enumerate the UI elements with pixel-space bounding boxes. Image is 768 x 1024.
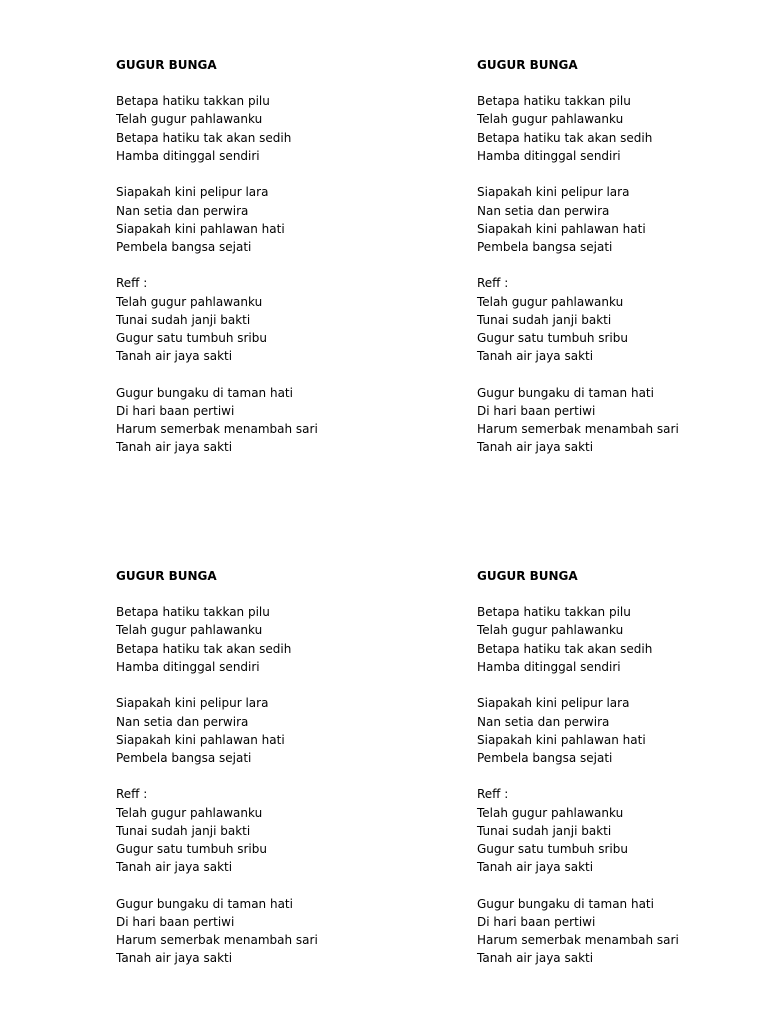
lyric-line: Siapakah kini pelipur lara <box>477 185 630 200</box>
lyric-line: Tunai sudah janji bakti <box>477 823 612 838</box>
stanza-4 <box>477 384 768 457</box>
lyric-line: Tanah air jaya sakti <box>477 440 594 455</box>
lyric-line: Siapakah kini pelipur lara <box>477 696 630 711</box>
lyric-line: Gugur satu tumbuh sribu <box>477 330 628 345</box>
lyric-line: Gugur bungaku di taman hati <box>116 896 293 911</box>
lyric-line: Gugur bungaku di taman hati <box>477 896 654 911</box>
stanza-2 <box>477 694 768 767</box>
lyric-line: Tanah air jaya sakti <box>477 349 594 364</box>
lyric-line: Betapa hatiku takkan pilu <box>116 605 270 620</box>
reff-label: Reff : <box>477 787 509 802</box>
lyric-line: Tunai sudah janji bakti <box>477 312 612 327</box>
lyric-line: Hamba ditinggal sendiri <box>116 659 260 674</box>
lyric-line: Tanah air jaya sakti <box>116 440 233 455</box>
lyric-line: Gugur satu tumbuh sribu <box>116 841 267 856</box>
lyric-line: Harum semerbak menambah sari <box>116 933 318 947</box>
stanza-reff <box>477 785 768 876</box>
lyric-line: Di hari baan pertiwi <box>477 403 596 418</box>
lyric-line: Betapa hatiku tak akan sedih <box>116 130 292 145</box>
lyric-line: Siapakah kini pahlawan hati <box>116 221 285 236</box>
lyric-line: Nan setia dan perwira <box>477 203 610 218</box>
lyric-line: Harum semerbak menambah sari <box>116 422 318 436</box>
lyric-block-top-left <box>116 56 416 456</box>
reff-label: Reff : <box>477 276 509 291</box>
stanza-4 <box>116 384 416 457</box>
lyric-line: Harum semerbak menambah sari <box>477 933 679 947</box>
lyric-line: Tunai sudah janji bakti <box>116 823 251 838</box>
stanza-1 <box>116 603 416 676</box>
stanza-reff <box>116 785 416 876</box>
lyric-line: Telah gugur pahlawanku <box>116 112 263 127</box>
song-title: GUGUR BUNGA <box>477 58 578 72</box>
lyric-block-bottom-right <box>477 567 768 967</box>
lyric-line: Siapakah kini pelipur lara <box>116 185 269 200</box>
lyric-line: Betapa hatiku tak akan sedih <box>477 130 653 145</box>
lyric-line: Betapa hatiku takkan pilu <box>477 94 631 109</box>
lyric-line: Pembela bangsa sejati <box>477 750 613 765</box>
lyric-line: Pembela bangsa sejati <box>116 750 252 765</box>
stanza-1 <box>477 92 768 165</box>
lyric-line: Siapakah kini pahlawan hati <box>477 732 646 747</box>
lyric-line: Betapa hatiku takkan pilu <box>477 605 631 620</box>
stanza-2 <box>477 183 768 256</box>
stanza-4 <box>477 895 768 968</box>
lyric-line: Siapakah kini pahlawan hati <box>477 221 646 236</box>
lyric-line: Di hari baan pertiwi <box>116 403 235 418</box>
lyric-line: Pembela bangsa sejati <box>477 239 613 254</box>
song-title: GUGUR BUNGA <box>116 569 217 583</box>
lyric-line: Hamba ditinggal sendiri <box>477 148 621 163</box>
stanza-2 <box>116 694 416 767</box>
lyric-line: Hamba ditinggal sendiri <box>477 659 621 674</box>
stanza-1 <box>116 92 416 165</box>
lyric-line: Harum semerbak menambah sari <box>477 422 679 436</box>
lyric-line: Gugur satu tumbuh sribu <box>477 841 628 856</box>
lyric-line: Di hari baan pertiwi <box>116 914 235 929</box>
lyric-line: Telah gugur pahlawanku <box>116 805 263 820</box>
reff-label: Reff : <box>116 787 148 802</box>
lyric-line: Telah gugur pahlawanku <box>116 294 263 309</box>
stanza-reff <box>477 274 768 365</box>
lyric-line: Nan setia dan perwira <box>116 203 249 218</box>
lyric-line: Tanah air jaya sakti <box>477 860 594 875</box>
lyric-line: Telah gugur pahlawanku <box>116 623 263 638</box>
lyric-line: Betapa hatiku tak akan sedih <box>116 641 292 656</box>
lyric-line: Gugur bungaku di taman hati <box>116 385 293 400</box>
lyric-line: Tanah air jaya sakti <box>116 349 233 364</box>
lyric-line: Gugur satu tumbuh sribu <box>116 330 267 345</box>
lyric-line: Pembela bangsa sejati <box>116 239 252 254</box>
lyric-line: Telah gugur pahlawanku <box>477 294 624 309</box>
stanza-4 <box>116 895 416 968</box>
lyric-line: Telah gugur pahlawanku <box>477 112 624 127</box>
stanza-2 <box>116 183 416 256</box>
lyric-line: Betapa hatiku takkan pilu <box>116 94 270 109</box>
lyric-line: Nan setia dan perwira <box>477 714 610 729</box>
lyric-line: Tanah air jaya sakti <box>116 860 233 875</box>
stanza-reff <box>116 274 416 365</box>
lyric-line: Tunai sudah janji bakti <box>116 312 251 327</box>
stanza-1 <box>477 603 768 676</box>
lyric-line: Gugur bungaku di taman hati <box>477 385 654 400</box>
song-title: GUGUR BUNGA <box>477 569 578 583</box>
lyric-line: Betapa hatiku tak akan sedih <box>477 641 653 656</box>
lyric-line: Siapakah kini pahlawan hati <box>116 732 285 747</box>
lyric-line: Siapakah kini pelipur lara <box>116 696 269 711</box>
lyric-line: Nan setia dan perwira <box>116 714 249 729</box>
lyric-block-bottom-left <box>116 567 416 967</box>
lyric-line: Hamba ditinggal sendiri <box>116 148 260 163</box>
reff-label: Reff : <box>116 276 148 291</box>
lyric-line: Tanah air jaya sakti <box>477 951 594 966</box>
lyric-line: Telah gugur pahlawanku <box>477 623 624 638</box>
lyric-block-top-right <box>477 56 768 456</box>
song-title: GUGUR BUNGA <box>116 58 217 72</box>
lyric-line: Di hari baan pertiwi <box>477 914 596 929</box>
lyric-line: Telah gugur pahlawanku <box>477 805 624 820</box>
lyric-line: Tanah air jaya sakti <box>116 951 233 966</box>
